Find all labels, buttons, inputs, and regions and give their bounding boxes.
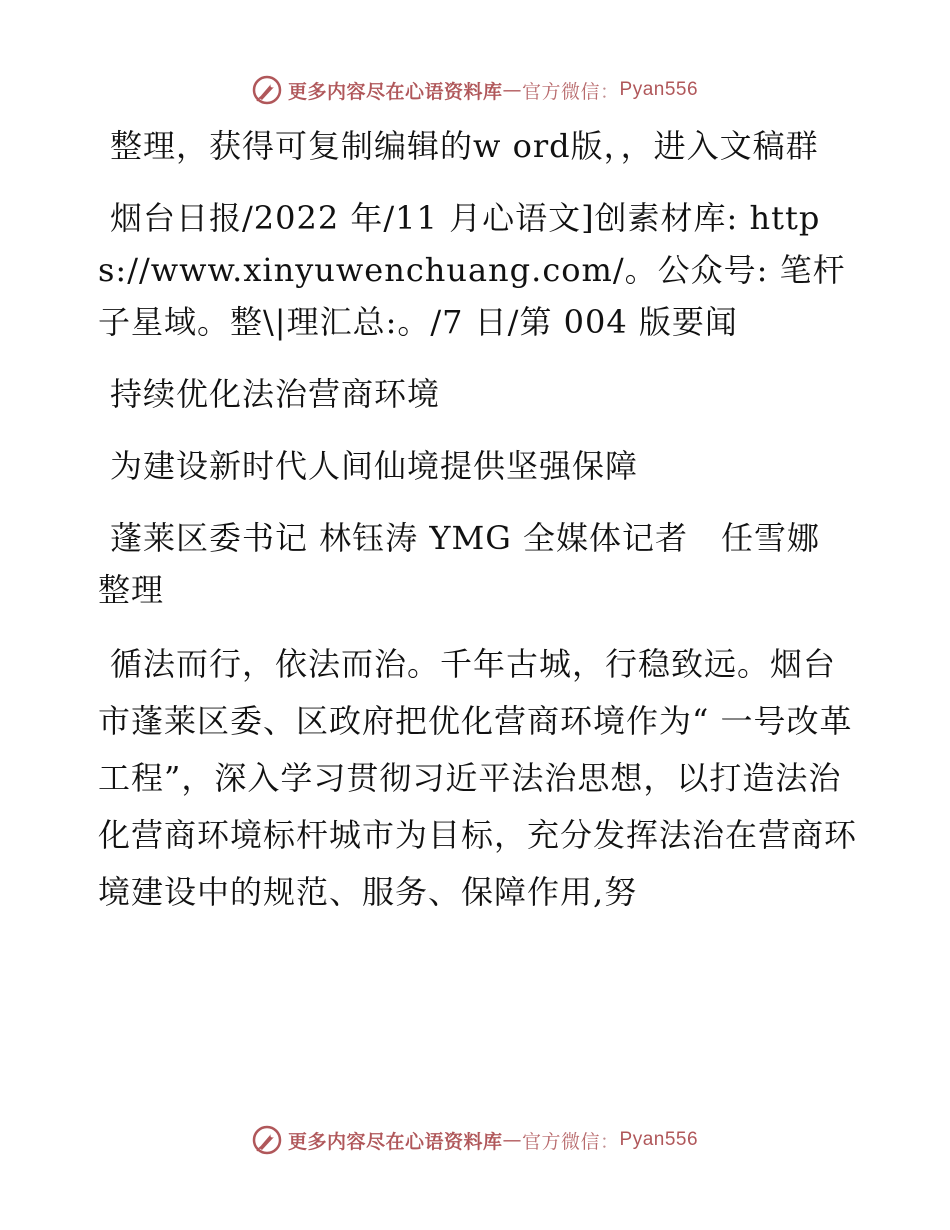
footer-watermark	[0, 1120, 950, 1160]
watermark-dash: —	[502, 79, 522, 101]
watermark-brand: 更多内容尽在心语资料库	[287, 80, 503, 103]
paragraph-source: 烟台日报/2022 年/11 月心语文]创素材库: https://www.xinyuwenchuang.com/。公众号: 笔杆子星域。整\|理汇总:。/7 日/第 004 版要闻	[98, 199, 846, 341]
document-body	[98, 120, 858, 941]
header-watermark	[0, 70, 950, 110]
headline-sub: 为建设新时代人间仙境提供坚强保障	[110, 447, 639, 485]
watermark-dash: —	[502, 1129, 522, 1151]
headline-main: 持续优化法治营商环境	[110, 375, 441, 413]
watermark-separator: ：	[600, 1130, 620, 1153]
paragraph-intro: 整理，获得可复制编辑的w ord版，，进入文稿群	[110, 127, 819, 165]
byline: 蓬莱区委书记 林钰涛 YMG 全媒体记者 任雪娜 整理	[98, 519, 820, 609]
watermark-id: Pyan556	[619, 79, 699, 100]
paragraph-body: 循法而行，依法而治。千年古城，行稳致远。烟台市蓬莱区委、区政府把优化营商环境作为“ 一号改革工程”，深入学习贯彻习近平法治思想，以打造法治化营商环境标杆城市为目标，充分发挥法治在营商环境建设中的规范、服务、保障作用,努	[98, 645, 858, 911]
watermark-id: Pyan556	[619, 1129, 699, 1150]
pen-nib-logo-icon	[252, 75, 282, 105]
watermark-separator: ：	[600, 80, 620, 103]
watermark-sub: 官方微信	[521, 80, 600, 103]
watermark-brand: 更多内容尽在心语资料库	[287, 1130, 503, 1153]
pen-nib-logo-icon	[252, 1125, 282, 1155]
watermark-sub: 官方微信	[521, 1130, 600, 1153]
